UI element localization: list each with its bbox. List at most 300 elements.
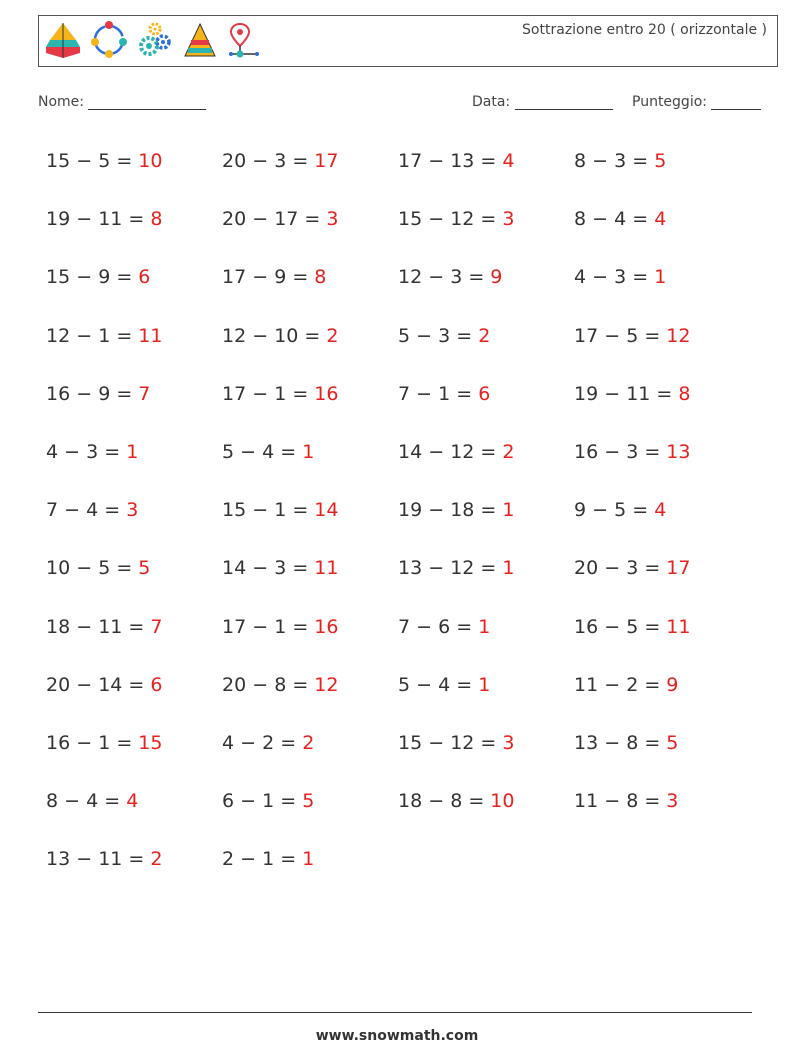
answer: 11: [314, 557, 339, 580]
subtraction-problem: [46, 778, 222, 836]
subtrahend: 11: [98, 615, 123, 638]
answer: 10: [138, 150, 163, 172]
minus-sign: −: [598, 557, 627, 580]
subtrahend: 1: [274, 382, 287, 405]
subtrahend: 8: [626, 790, 639, 813]
minuend: 17: [398, 150, 423, 172]
subtrahend: 4: [86, 499, 99, 522]
answer: 4: [654, 208, 667, 231]
minus-sign: −: [422, 208, 451, 231]
answer: 2: [302, 731, 315, 754]
equals-sign: =: [110, 382, 139, 405]
subtraction-problem: [222, 254, 398, 312]
minuend: 7: [46, 499, 59, 522]
minus-sign: −: [598, 440, 627, 463]
answer: 3: [126, 499, 139, 522]
subtrahend: 14: [98, 673, 123, 696]
subtrahend: 11: [626, 382, 651, 405]
minuend: 10: [46, 557, 71, 580]
minuend: 5: [398, 673, 411, 696]
subtrahend: 8: [450, 790, 463, 813]
minus-sign: −: [598, 615, 627, 638]
equals-sign: =: [626, 208, 655, 231]
equals-sign: =: [626, 499, 655, 522]
minuend: 19: [398, 499, 423, 522]
minuend: 9: [574, 499, 587, 522]
score-field: [632, 94, 761, 110]
minus-sign: −: [234, 848, 263, 871]
equals-sign: =: [286, 382, 315, 405]
subtraction-problem: [46, 545, 222, 603]
equals-sign: =: [462, 266, 491, 289]
subtrahend: 1: [98, 324, 111, 347]
equals-sign: =: [274, 731, 303, 754]
answer: 17: [314, 150, 339, 172]
minuend: 8: [46, 790, 59, 813]
minus-sign: −: [246, 324, 275, 347]
answer: 15: [138, 731, 163, 754]
equals-sign: =: [98, 440, 127, 463]
minus-sign: −: [70, 382, 99, 405]
minus-sign: −: [246, 557, 275, 580]
equals-sign: =: [110, 266, 139, 289]
subtrahend: 1: [274, 615, 287, 638]
minus-sign: −: [70, 150, 99, 172]
answer: 14: [314, 499, 339, 522]
answer: 5: [138, 557, 151, 580]
subtraction-problem: [574, 545, 750, 603]
minus-sign: −: [586, 499, 615, 522]
answer: 1: [302, 440, 315, 463]
equals-sign: =: [638, 673, 667, 696]
answer: 1: [502, 557, 515, 580]
subtraction-problem: [46, 604, 222, 662]
answer: 13: [666, 440, 691, 463]
minuend: 8: [574, 208, 587, 231]
answer: 7: [150, 615, 163, 638]
minuend: 15: [398, 731, 423, 754]
minus-sign: −: [234, 440, 263, 463]
minuend: 18: [46, 615, 71, 638]
subtrahend: 3: [614, 150, 627, 172]
problem-row: [46, 138, 750, 196]
subtraction-problem: [398, 545, 574, 603]
minus-sign: −: [422, 266, 451, 289]
answer: 9: [490, 266, 503, 289]
equals-sign: =: [110, 150, 139, 172]
answer: 12: [314, 673, 339, 696]
minus-sign: −: [70, 324, 99, 347]
answer: 17: [666, 557, 691, 580]
equals-sign: =: [450, 324, 479, 347]
subtrahend: 3: [86, 440, 99, 463]
subtraction-problem: [46, 254, 222, 312]
minuend: 7: [398, 615, 411, 638]
equals-sign: =: [638, 731, 667, 754]
equals-sign: =: [122, 673, 151, 696]
minuend: 12: [222, 324, 247, 347]
minus-sign: −: [58, 499, 87, 522]
minus-sign: −: [410, 382, 439, 405]
answer: 16: [314, 382, 339, 405]
equals-sign: =: [298, 208, 327, 231]
minus-sign: −: [598, 731, 627, 754]
subtrahend: 11: [98, 208, 123, 231]
answer: 3: [326, 208, 339, 231]
minus-sign: −: [586, 266, 615, 289]
problem-row: [46, 254, 750, 312]
subtraction-problem: [222, 313, 398, 371]
minus-sign: −: [70, 673, 99, 696]
footer-website: www.snowmath.com: [315, 1028, 479, 1044]
subtraction-problem: [222, 429, 398, 487]
subtrahend: 10: [274, 324, 299, 347]
minuend: 20: [574, 557, 599, 580]
subtrahend: 2: [626, 673, 639, 696]
equals-sign: =: [98, 790, 127, 813]
problem-row: [46, 429, 750, 487]
gears-icon: [135, 20, 175, 64]
minus-sign: −: [70, 208, 99, 231]
minuend: 17: [222, 615, 247, 638]
minuend: 15: [398, 208, 423, 231]
equals-sign: =: [274, 790, 303, 813]
equals-sign: =: [450, 673, 479, 696]
subtrahend: 17: [274, 208, 299, 231]
answer: 5: [666, 731, 679, 754]
subtraction-problem: [398, 778, 574, 836]
minus-sign: −: [70, 266, 99, 289]
date-blank: [515, 95, 613, 110]
answer: 8: [678, 382, 691, 405]
minus-sign: −: [422, 790, 451, 813]
subtraction-problem: [46, 196, 222, 254]
subtraction-problem: [398, 138, 574, 196]
minuend: 16: [46, 731, 71, 754]
equals-sign: =: [474, 208, 503, 231]
equals-sign: =: [638, 790, 667, 813]
minuend: 6: [222, 790, 235, 813]
minuend: 12: [46, 324, 71, 347]
subtraction-problem: [222, 545, 398, 603]
subtraction-problem: [574, 720, 750, 778]
answer: 1: [502, 499, 515, 522]
problem-row: [46, 196, 750, 254]
minus-sign: −: [246, 150, 275, 172]
minuend: 20: [222, 150, 247, 172]
minus-sign: −: [246, 615, 275, 638]
subtrahend: 9: [98, 266, 111, 289]
subtraction-problem: [222, 662, 398, 720]
subtrahend: 1: [274, 499, 287, 522]
minuend: 12: [398, 266, 423, 289]
minus-sign: −: [598, 673, 627, 696]
minuend: 19: [46, 208, 71, 231]
subtraction-problem: [574, 487, 750, 545]
equals-sign: =: [462, 790, 491, 813]
subtraction-problem: [398, 313, 574, 371]
location-pin-network-icon: [225, 20, 265, 64]
subtrahend: 3: [614, 266, 627, 289]
subtraction-problem: [222, 604, 398, 662]
subtraction-problem: [46, 138, 222, 196]
equals-sign: =: [626, 150, 655, 172]
striped-triangle-icon: [180, 20, 220, 64]
subtraction-problem: [46, 487, 222, 545]
minus-sign: −: [70, 615, 99, 638]
subtrahend: 12: [450, 208, 475, 231]
minus-sign: −: [598, 324, 627, 347]
subtraction-problem: [398, 371, 574, 429]
minus-sign: −: [58, 440, 87, 463]
subtrahend: 11: [98, 848, 123, 871]
equals-sign: =: [638, 324, 667, 347]
minus-sign: −: [422, 557, 451, 580]
answer: 11: [138, 324, 163, 347]
minuend: 18: [398, 790, 423, 813]
minuend: 11: [574, 790, 599, 813]
equals-sign: =: [626, 266, 655, 289]
subtrahend: 5: [98, 150, 111, 172]
subtrahend: 12: [450, 440, 475, 463]
subtrahend: 13: [450, 150, 475, 172]
minuend: 20: [222, 208, 247, 231]
answer: 10: [490, 790, 515, 813]
equals-sign: =: [638, 440, 667, 463]
minus-sign: −: [598, 382, 627, 405]
minus-sign: −: [422, 499, 451, 522]
problem-row: [46, 662, 750, 720]
subtrahend: 9: [98, 382, 111, 405]
minuend: 2: [222, 848, 235, 871]
subtraction-problem: [222, 138, 398, 196]
equals-sign: =: [474, 150, 503, 172]
answer: 2: [150, 848, 163, 871]
name-blank: [88, 95, 206, 110]
minuend: 20: [46, 673, 71, 696]
minus-sign: −: [598, 790, 627, 813]
subtrahend: 12: [450, 731, 475, 754]
problem-row: [46, 371, 750, 429]
answer: 6: [150, 673, 163, 696]
equals-sign: =: [98, 499, 127, 522]
minuend: 4: [222, 731, 235, 754]
equals-sign: =: [122, 848, 151, 871]
subtrahend: 6: [438, 615, 451, 638]
minus-sign: −: [422, 731, 451, 754]
worksheet-title: Sottrazione entro 20 ( orizzontale ): [522, 22, 767, 38]
answer: 1: [654, 266, 667, 289]
subtrahend: 3: [274, 557, 287, 580]
minuend: 15: [46, 266, 71, 289]
subtrahend: 5: [626, 324, 639, 347]
subtrahend: 1: [262, 848, 275, 871]
answer: 1: [126, 440, 139, 463]
subtraction-problem: [222, 196, 398, 254]
subtraction-problem: [398, 662, 574, 720]
minus-sign: −: [246, 266, 275, 289]
subtrahend: 4: [438, 673, 451, 696]
subtrahend: 5: [98, 557, 111, 580]
answer: 6: [138, 266, 151, 289]
answer: 9: [666, 673, 679, 696]
minuend: 13: [398, 557, 423, 580]
minuend: 11: [574, 673, 599, 696]
answer: 1: [478, 673, 491, 696]
problem-grid: [46, 138, 750, 894]
equals-sign: =: [638, 557, 667, 580]
minuend: 13: [574, 731, 599, 754]
equals-sign: =: [450, 382, 479, 405]
answer: 7: [138, 382, 151, 405]
equals-sign: =: [286, 266, 315, 289]
subtraction-problem: [398, 604, 574, 662]
equals-sign: =: [474, 499, 503, 522]
minuend: 15: [222, 499, 247, 522]
equals-sign: =: [110, 731, 139, 754]
minus-sign: −: [234, 731, 263, 754]
minus-sign: −: [246, 673, 275, 696]
problem-row: [46, 545, 750, 603]
subtraction-problem: [574, 313, 750, 371]
minuend: 19: [574, 382, 599, 405]
problem-row: [46, 720, 750, 778]
subtrahend: 1: [98, 731, 111, 754]
minuend: 4: [574, 266, 587, 289]
score-label: Punteggio:: [632, 94, 707, 110]
subtraction-problem: [574, 604, 750, 662]
pyramid-layers-icon: [43, 20, 83, 64]
name-field: [38, 94, 206, 110]
subtrahend: 1: [262, 790, 275, 813]
subtraction-problem: [574, 196, 750, 254]
equals-sign: =: [298, 324, 327, 347]
equals-sign: =: [110, 324, 139, 347]
answer: 5: [302, 790, 315, 813]
answer: 3: [502, 731, 515, 754]
subtraction-problem: [574, 371, 750, 429]
answer: 11: [666, 615, 691, 638]
equals-sign: =: [286, 499, 315, 522]
subtrahend: 8: [274, 673, 287, 696]
answer: 2: [502, 440, 515, 463]
problem-row: [46, 604, 750, 662]
problem-row: [46, 313, 750, 371]
minuend: 5: [222, 440, 235, 463]
subtrahend: 9: [274, 266, 287, 289]
minuend: 16: [574, 440, 599, 463]
subtrahend: 12: [450, 557, 475, 580]
answer: 4: [502, 150, 515, 172]
equals-sign: =: [274, 848, 303, 871]
equals-sign: =: [122, 615, 151, 638]
minus-sign: −: [246, 382, 275, 405]
subtrahend: 1: [438, 382, 451, 405]
answer: 8: [314, 266, 327, 289]
subtrahend: 3: [450, 266, 463, 289]
subtraction-problem: [222, 720, 398, 778]
subtrahend: 8: [626, 731, 639, 754]
subtraction-problem: [46, 429, 222, 487]
subtraction-problem: [574, 138, 750, 196]
equals-sign: =: [274, 440, 303, 463]
subtraction-problem: [398, 720, 574, 778]
answer: 12: [666, 324, 691, 347]
equals-sign: =: [474, 557, 503, 580]
equals-sign: =: [286, 150, 315, 172]
answer: 4: [654, 499, 667, 522]
subtrahend: 4: [614, 208, 627, 231]
equals-sign: =: [286, 615, 315, 638]
answer: 16: [314, 615, 339, 638]
date-label: Data:: [472, 94, 511, 110]
subtrahend: 2: [262, 731, 275, 754]
subtrahend: 3: [626, 440, 639, 463]
minuend: 15: [46, 150, 71, 172]
name-label: Nome:: [38, 94, 85, 110]
minus-sign: −: [422, 150, 451, 172]
subtraction-problem: [46, 836, 222, 894]
answer: 3: [666, 790, 679, 813]
minus-sign: −: [410, 615, 439, 638]
subtraction-problem: [574, 254, 750, 312]
minuend: 16: [46, 382, 71, 405]
subtraction-problem: [46, 313, 222, 371]
equals-sign: =: [122, 208, 151, 231]
answer: 6: [478, 382, 491, 405]
answer: 3: [502, 208, 515, 231]
subtrahend: 3: [626, 557, 639, 580]
minus-sign: −: [70, 731, 99, 754]
subtraction-problem: [222, 836, 398, 894]
subtrahend: 4: [262, 440, 275, 463]
subtraction-problem: [398, 196, 574, 254]
subtraction-problem: [574, 429, 750, 487]
minuend: 17: [574, 324, 599, 347]
subtrahend: 3: [438, 324, 451, 347]
equals-sign: =: [474, 440, 503, 463]
minus-sign: −: [586, 208, 615, 231]
subtraction-problem: [46, 662, 222, 720]
minuend: 4: [46, 440, 59, 463]
subtraction-problem: [574, 778, 750, 836]
subtrahend: 18: [450, 499, 475, 522]
subtrahend: 5: [614, 499, 627, 522]
equals-sign: =: [286, 557, 315, 580]
minuend: 14: [398, 440, 423, 463]
problem-row: [46, 487, 750, 545]
minus-sign: −: [410, 673, 439, 696]
subtraction-problem: [46, 720, 222, 778]
subtraction-problem: [46, 371, 222, 429]
minus-sign: −: [234, 790, 263, 813]
subtraction-problem: [398, 487, 574, 545]
problem-row: [46, 836, 750, 894]
subtraction-problem: [398, 254, 574, 312]
minus-sign: −: [70, 848, 99, 871]
equals-sign: =: [110, 557, 139, 580]
minus-sign: −: [70, 557, 99, 580]
minuend: 8: [574, 150, 587, 172]
problem-row: [46, 778, 750, 836]
footer-divider: [38, 1012, 752, 1013]
subtraction-problem: [222, 778, 398, 836]
answer: 2: [478, 324, 491, 347]
subtraction-problem: [574, 662, 750, 720]
minus-sign: −: [586, 150, 615, 172]
subtrahend: 4: [86, 790, 99, 813]
minus-sign: −: [422, 440, 451, 463]
